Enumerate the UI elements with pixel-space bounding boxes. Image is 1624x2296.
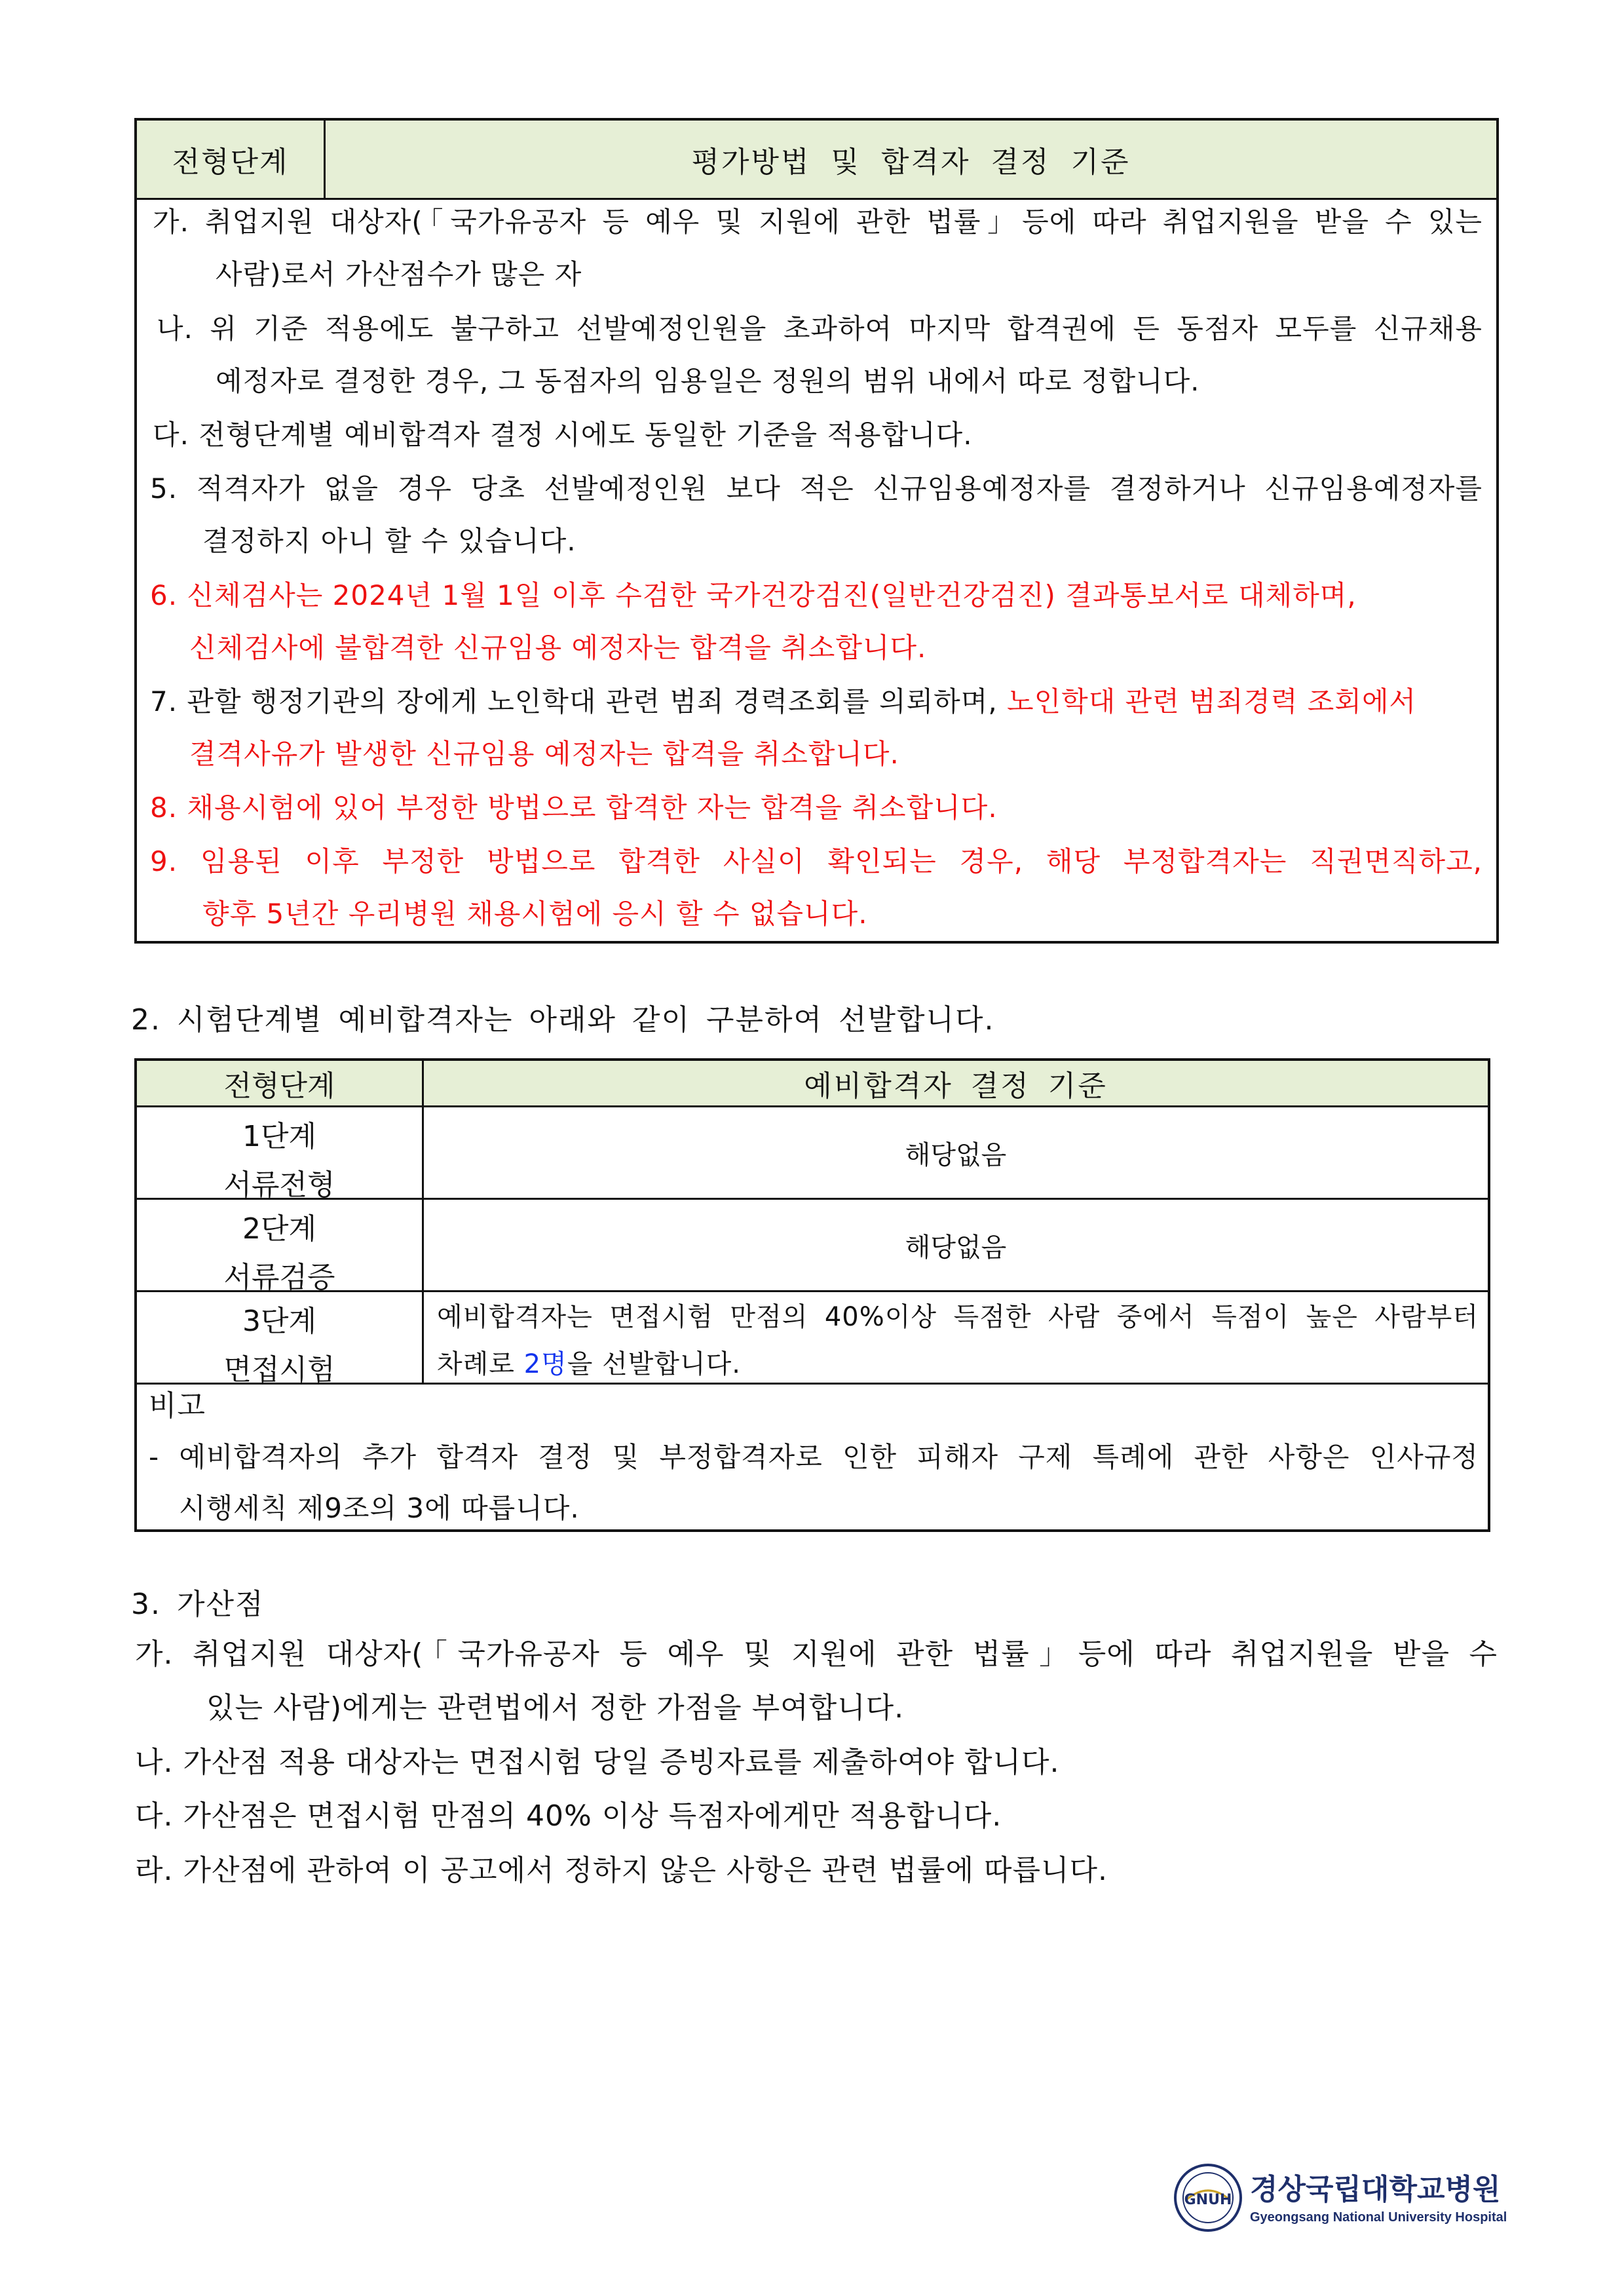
row-stage	[137, 1292, 424, 1387]
line-ga-2: 사람)로서 가산점수가 많은 자	[216, 258, 582, 290]
sec3-na: 나. 가산점 적용 대상자는 면접시험 당일 증빙자료를 제출하여야 합니다.	[135, 1746, 1060, 1779]
row-value-line-1: 예비합격자는 면접시험 만점의 40%이상 득점한 사람 중에서 득점이 높은 사람부터	[437, 1302, 1479, 1332]
reserve-header-stage: 전형단계	[137, 1061, 424, 1105]
table-row	[137, 1292, 1488, 1385]
logo-english-name: Gyeongsang National University Hospital	[1250, 2210, 1507, 2225]
row-value-line-2	[437, 1345, 741, 1384]
sec3-ga-2: 있는 사람)에게는 관련법에서 정한 가점을 부여합니다.	[206, 1691, 905, 1725]
sec3-ga-1: 가. 취업지원 대상자(「국가유공자 등 예우 및 지원에 관한 법률」등에 따라 취업지원을 받을 수	[135, 1637, 1498, 1671]
line-7-1a: 7. 관할 행정기관의 장에게 노인학대 관련 범죄 경력조회를 의뢰하며,	[150, 685, 1008, 718]
criteria-table-header	[137, 121, 1496, 200]
reserve-table	[134, 1058, 1490, 1532]
row-stage	[137, 1200, 424, 1294]
line-5-1: 5. 적격자가 없을 경우 당초 선발예정인원 보다 적은 신규임용예정자를 결정하거나 신규임용예정자를	[150, 472, 1482, 505]
line-na-1: 나. 위 기준 적용에도 불구하고 선발예정인원을 초과하여 마지막 합격권에 든 동점자 모두를 신규채용	[157, 313, 1482, 345]
sec3-da: 다. 가산점은 면접시험 만점의 40% 이상 득점자에게만 적용합니다.	[135, 1799, 1002, 1833]
logo-emblem-icon	[1173, 2161, 1507, 2234]
criteria-table	[134, 118, 1499, 944]
line-5-2: 결정하지 아니 할 수 있습니다.	[202, 525, 576, 557]
row-value-2a: 차례로	[437, 1349, 524, 1379]
sec3-ra: 라. 가산점에 관하여 이 공고에서 정하지 않은 사항은 관련 법률에 따릅니다.	[135, 1854, 1108, 1887]
reserve-table-header	[137, 1061, 1488, 1107]
logo-abbr: GNUH	[1184, 2192, 1232, 2208]
stage-name: 면접시험	[223, 1353, 335, 1387]
row-value: 해당없음	[905, 1139, 1007, 1170]
note-line-2: 시행세칙 제9조의 3에 따릅니다.	[179, 1492, 580, 1524]
line-na-2: 예정자로 결정한 경우, 그 동점자의 임용일은 정원의 범위 내에서 따로 정합니다.	[216, 365, 1200, 397]
line-7-1b: 노인학대 관련 범죄경력 조회에서	[1007, 685, 1417, 718]
stage-number: 3단계	[242, 1305, 316, 1338]
line-8: 8. 채용시험에 있어 부정한 방법으로 합격한 자는 합격을 취소합니다.	[150, 792, 998, 824]
stage-number: 1단계	[242, 1120, 316, 1153]
stage-number: 2단계	[242, 1212, 316, 1246]
note-title: 비고	[149, 1389, 206, 1423]
line-da: 다. 전형단계별 예비합격자 결정 시에도 동일한 기준을 적용합니다.	[153, 419, 973, 451]
header-stage: 전형단계	[137, 121, 326, 198]
row-value: 해당없음	[905, 1232, 1007, 1263]
stage-name: 서류검증	[223, 1261, 335, 1294]
row-value-2c: 을 선발합니다.	[567, 1349, 742, 1379]
table-row	[137, 1107, 1488, 1200]
line-9-2: 향후 5년간 우리병원 채용시험에 응시 할 수 없습니다.	[202, 898, 868, 930]
table-row	[137, 1200, 1488, 1292]
reserve-header-criteria: 예비합격자 결정 기준	[804, 1069, 1108, 1103]
stage-name: 서류전형	[223, 1168, 335, 1202]
row-stage	[137, 1107, 424, 1202]
line-6-2: 신체검사에 불합격한 신규임용 예정자는 합격을 취소합니다.	[189, 632, 927, 664]
line-6-1: 6. 신체검사는 2024년 1월 1일 이후 수검한 국가건강검진(일반건강검진) 결과통보서로 대체하며,	[150, 579, 1357, 611]
note-line-1: - 예비합격자의 추가 합격자 결정 및 부정합격자로 인한 피해자 구제 특례에 관한 사항은 인사규정	[149, 1441, 1479, 1473]
line-9-1: 9. 임용된 이후 부정한 방법으로 합격한 사실이 확인되는 경우, 해당 부정합격자는 직권면직하고,	[150, 845, 1482, 877]
header-criteria: 평가방법 및 합격자 결정 기준	[691, 145, 1131, 179]
line-7-1	[150, 682, 1416, 721]
section-3-title: 3. 가산점	[131, 1588, 265, 1621]
reserve-count: 2명	[523, 1349, 567, 1379]
logo-korean-name: 경상국립대학교병원	[1250, 2173, 1501, 2206]
line-ga-1: 가. 취업지원 대상자(「국가유공자 등 예우 및 지원에 관한 법률」등에 따라 취업지원을 받을 수 있는	[153, 206, 1482, 238]
hospital-logo	[1173, 2161, 1507, 2234]
section-2-title: 2. 시험단계별 예비합격자는 아래와 같이 구분하여 선발합니다.	[131, 1003, 995, 1037]
line-7-2: 결격사유가 발생한 신규임용 예정자는 합격을 취소합니다.	[189, 738, 899, 770]
